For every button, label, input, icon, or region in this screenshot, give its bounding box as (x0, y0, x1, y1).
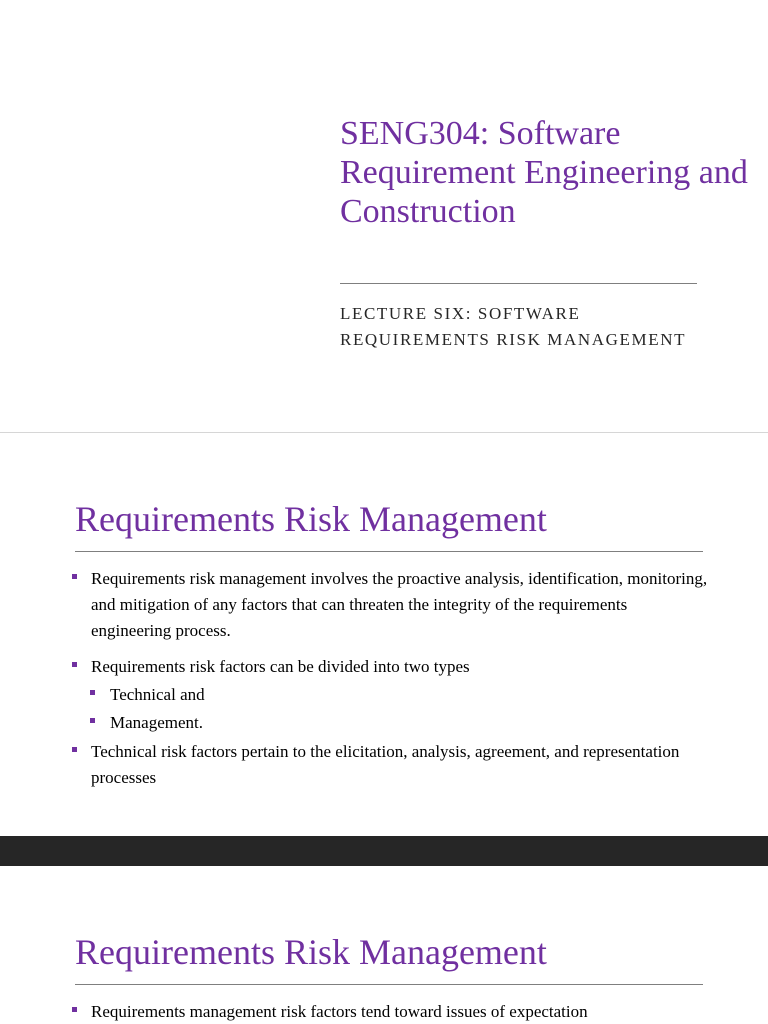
course-title: SENG304: Software Requirement Engineering and Construction (340, 115, 748, 230)
sub-bullet-item: Management. (70, 710, 710, 736)
bullet-item: Requirements management risk factors tend toward issues of expectation (70, 999, 710, 1024)
title-divider (75, 984, 703, 985)
sub-bullet-item: Technical and (70, 682, 710, 708)
subtitle-line-2: REQUIREMENTS RISK MANAGEMENT (340, 330, 687, 349)
bullet-item: Requirements risk factors can be divided into two types (70, 654, 710, 680)
lecture-subtitle (340, 301, 760, 353)
content-slide-2 (0, 866, 768, 1024)
title-divider (75, 551, 703, 552)
title-divider (340, 283, 697, 284)
subtitle-line-1: LECTURE SIX: SOFTWARE (340, 304, 581, 323)
bullet-item: Technical risk factors pertain to the elicitation, analysis, agreement, and representation processes (70, 739, 710, 791)
slide-title: Requirements Risk Management (75, 932, 547, 972)
bullet-list (70, 999, 710, 1024)
slide-title: Requirements Risk Management (75, 499, 547, 539)
bullet-list (70, 566, 710, 801)
bullet-item: Requirements risk management involves the proactive analysis, identification, monitoring, and mitigation of any factors that can threaten the integrity of the requirements engineering process. (70, 566, 710, 644)
slide-separator-dark (0, 836, 768, 866)
title-slide (0, 0, 768, 432)
content-slide-1 (0, 433, 768, 836)
